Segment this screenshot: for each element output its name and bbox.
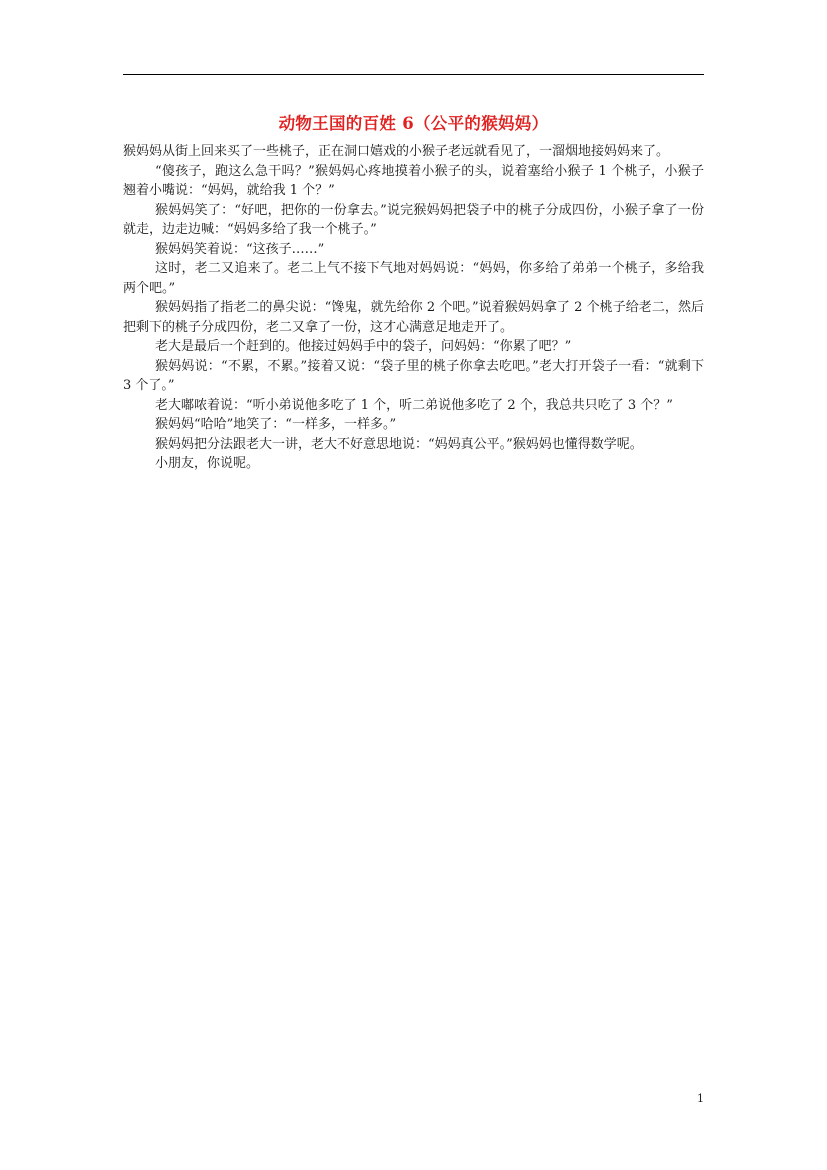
paragraph: 猴妈妈把分法跟老大一讲，老大不好意思地说：“妈妈真公平。”猴妈妈也懂得数学呢。 xyxy=(155,436,643,452)
document-body xyxy=(123,142,704,474)
paragraph: 猴妈妈从街上回来买了一些桃子，正在洞口嬉戏的小猴子老远就看见了，一溜烟地接妈妈来了。 xyxy=(123,144,670,159)
paragraph: 猴妈妈笑了：“好吧，把你的一份拿去。”说完猴妈妈把袋子中的桃子分成四份，小猴子拿了一份就走，边走边喊：“妈妈多给了我一个桃子。” xyxy=(123,202,704,237)
header-rule xyxy=(123,74,704,75)
paragraph: 猴妈妈说：“不累，不累。”接着又说：“袋子里的桃子你拿去吃吧。”老大打开袋子一看：“就剩下 3 个了。” xyxy=(123,358,704,393)
paragraph: 老大嘟哝着说：“听小弟说他多吃了 1 个，听二弟说他多吃了 2 个，我总共只吃了 3 个？” xyxy=(155,397,673,413)
paragraph: “傻孩子，跑这么急干吗？”猴妈妈心疼地摸着小猴子的头，说着塞给小猴子 1 个桃子，小猴子翘着小嘴说：“妈妈，就给我 1 个？” xyxy=(123,163,704,198)
paragraph: 猴妈妈“哈哈”地笑了：“一样多，一样多。” xyxy=(155,417,397,432)
document-title: 动物王国的百姓 6（公平的猴妈妈） xyxy=(278,114,549,133)
paragraph: 小朋友，你说呢。 xyxy=(155,456,260,471)
paragraph: 老大是最后一个赶到的。他接过妈妈手中的袋子，问妈妈：“你累了吧？” xyxy=(155,339,572,354)
paragraph: 这时，老二又追来了。老二上气不接下气地对妈妈说：“妈妈，你多给了弟弟一个桃子，多给我两个吧。” xyxy=(123,261,704,296)
page-number: 1 xyxy=(697,1092,704,1105)
paragraph: 猴妈妈笑着说：“这孩子……” xyxy=(155,241,325,257)
paragraph: 猴妈妈指了指老二的鼻尖说：“馋鬼，就先给你 2 个吧。”说着猴妈妈拿了 2 个桃子给老二，然后把剩下的桃子分成四份，老二又拿了一份，这才心满意足地走开了。 xyxy=(123,300,704,335)
